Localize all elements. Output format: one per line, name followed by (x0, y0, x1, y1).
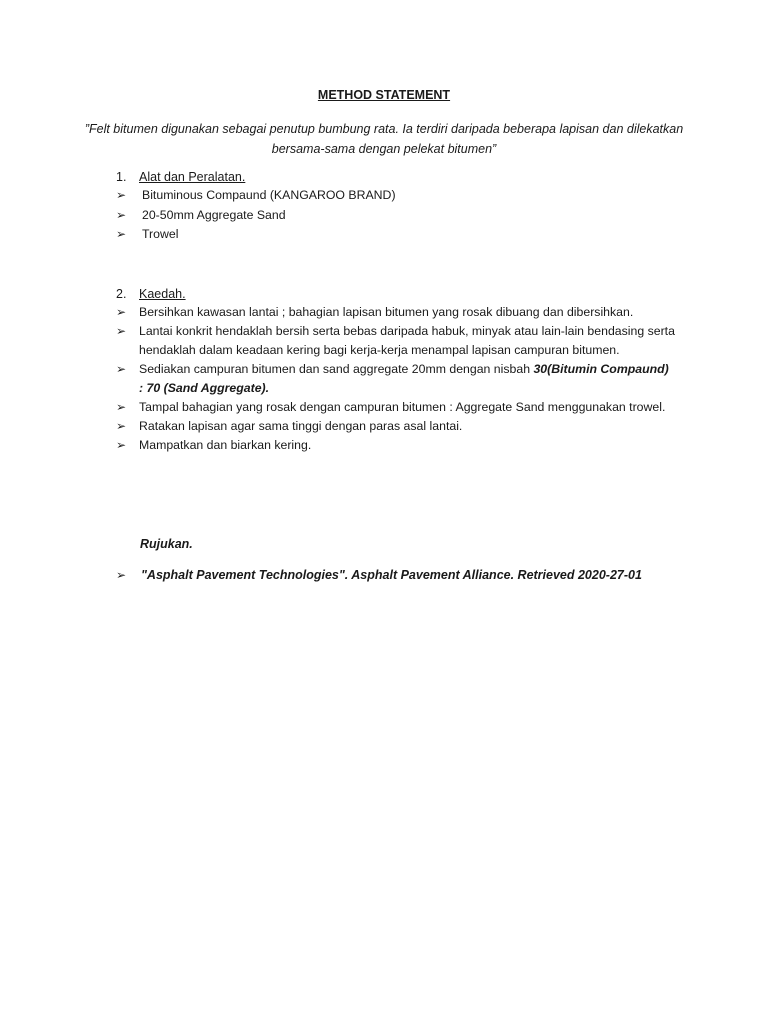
arrow-bullet-icon: ➢ (116, 568, 127, 582)
section-1-label: Alat dan Peralatan. (139, 170, 246, 184)
list-item (116, 303, 676, 322)
document-title: METHOD STATEMENT (317, 88, 451, 102)
arrow-bullet-icon: ➢ (116, 207, 127, 222)
list-item (116, 322, 676, 360)
method-step-text: Bersihkan kawasan lantai ; bahagian lapisan bitumen yang rosak dibuang dan dibersihkan. (139, 305, 634, 319)
section-2-heading (116, 285, 186, 303)
section-2-number: 2. (116, 287, 127, 301)
list-item (116, 360, 676, 398)
arrow-bullet-icon: ➢ (116, 305, 127, 319)
reference-item (116, 568, 716, 582)
section-1-heading (116, 168, 245, 186)
arrow-bullet-icon: ➢ (116, 362, 127, 376)
tool-item-text: Bituminous Compaund (KANGAROO BRAND) (142, 188, 396, 202)
method-step-text: Ratakan lapisan agar sama tinggi dengan paras asal lantai. (139, 419, 463, 433)
section-1-number: 1. (116, 170, 127, 184)
arrow-bullet-icon: ➢ (116, 227, 127, 241)
method-step-text: Tampal bahagian yang rosak dengan campuran bitumen : Aggregate Sand menggunakan trowel. (139, 400, 666, 414)
tool-item-text: Trowel (142, 227, 179, 241)
arrow-bullet-icon: ➢ (116, 188, 127, 202)
reference-text: "Asphalt Pavement Technologies". Asphalt Pavement Alliance. Retrieved 2020-27-01 (141, 568, 642, 582)
list-item (116, 436, 676, 455)
arrow-bullet-icon: ➢ (116, 400, 127, 414)
list-item (116, 186, 676, 206)
arrow-bullet-icon: ➢ (116, 324, 127, 338)
list-item (116, 398, 676, 417)
arrow-bullet-icon: ➢ (116, 438, 127, 452)
list-item (116, 417, 676, 436)
method-step-text: Mampatkan dan biarkan kering. (139, 438, 312, 452)
arrow-bullet-icon: ➢ (116, 419, 127, 433)
method-step-text: Lantai konkrit hendaklah bersih serta bebas daripada habuk, minyak atau lain-lain bendasing serta hendaklah dalam keadaan kering bagi kerja-kerja menampal lapisan campuran bitumen. (139, 324, 675, 357)
intro-statement: ”Felt bitumen digunakan sebagai penutup bumbung rata. Ia terdiri daripada beberapa lapisan dan dilekatkan bersama-sama dengan pelekat bitumen” (84, 122, 684, 156)
section-2-label: Kaedah. (139, 287, 186, 301)
list-item (116, 225, 676, 245)
ratio-emphasis: 30(Bitumin Compaund) : 70 (Sand Aggregate). (139, 362, 669, 395)
tools-list (116, 186, 676, 245)
tool-item-text: 20-50mm Aggregate Sand (142, 207, 286, 222)
method-step-text: Sediakan campuran bitumen dan sand aggregate 20mm dengan nisbah (139, 362, 534, 376)
method-list (116, 303, 676, 455)
list-item (116, 206, 676, 226)
references-heading: Rujukan. (140, 537, 193, 551)
